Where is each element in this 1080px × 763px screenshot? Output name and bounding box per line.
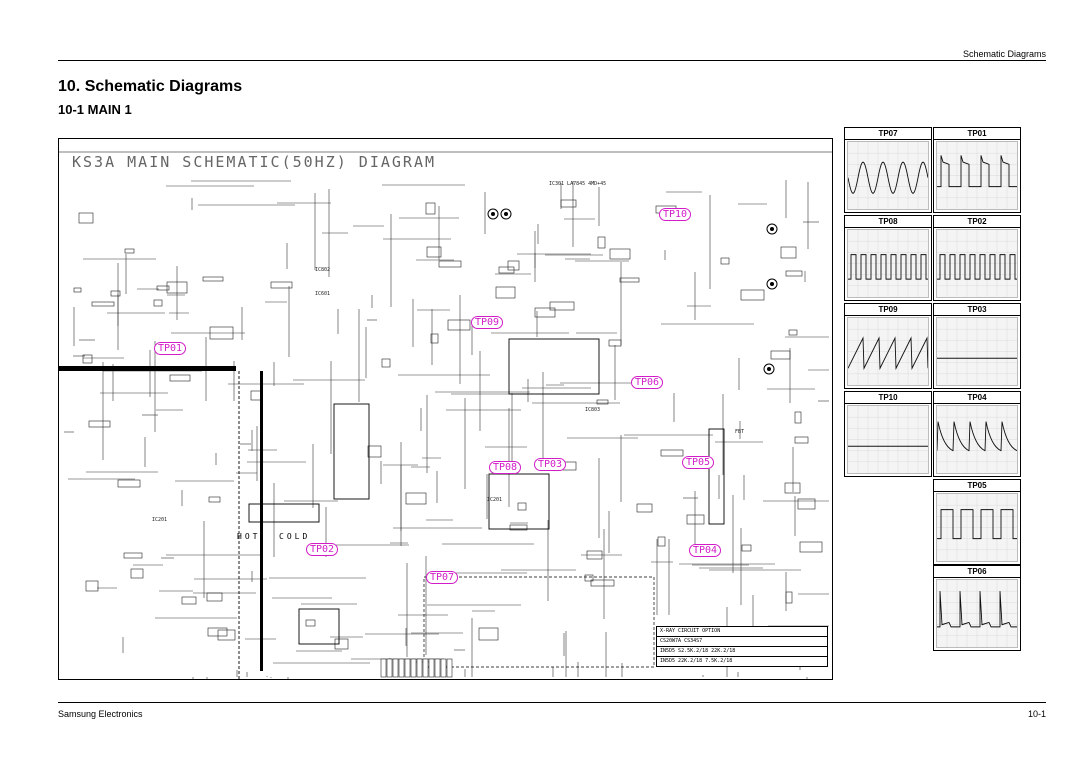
waveform-label: TP01 [934, 128, 1020, 140]
part-label: IC301 LA7845 4MD+45 [549, 181, 607, 187]
waveform-tp04 [933, 391, 1021, 477]
part-label: IC803 [585, 407, 601, 413]
section-title: 10-1 MAIN 1 [58, 102, 132, 117]
scope-trace [937, 142, 1017, 209]
part-label: FBT [735, 429, 745, 435]
waveform-tp03 [933, 303, 1021, 389]
scope-trace [937, 580, 1017, 647]
waveform-tp09 [844, 303, 932, 389]
waveform-label: TP09 [845, 304, 931, 316]
waveform-label: TP03 [934, 304, 1020, 316]
part-label: IC201 [487, 497, 503, 503]
scope-trace [848, 318, 928, 385]
tp02-marker: TP02 [306, 544, 338, 555]
waveform-tp10 [844, 391, 932, 477]
part-label: IC601 [315, 291, 331, 297]
scope-trace [848, 142, 928, 209]
tp04-marker: TP04 [689, 545, 721, 556]
xray-table-row: CS20W7A CS34S7 [657, 637, 827, 647]
schematic-sheet [58, 138, 833, 680]
waveform-label: TP08 [845, 216, 931, 228]
scope-trace [848, 406, 928, 473]
part-label: IC802 [315, 267, 331, 273]
footer-rule [58, 702, 1046, 703]
schematic-wiring [59, 139, 832, 679]
tp03-marker: TP03 [534, 459, 566, 470]
waveform-tp06 [933, 565, 1021, 651]
waveform-tp05 [933, 479, 1021, 565]
waveform-tp02 [933, 215, 1021, 301]
waveform-label: TP06 [934, 566, 1020, 578]
scope-trace [937, 230, 1017, 297]
scope-trace [937, 494, 1017, 561]
waveform-tp01 [933, 127, 1021, 213]
tp08-marker: TP08 [489, 462, 521, 473]
waveform-label: TP10 [845, 392, 931, 404]
waveform-panel [844, 127, 1020, 601]
waveform-tp08 [844, 215, 932, 301]
xray-option-table [656, 626, 828, 667]
xray-table-row: X-RAY CIRCUIT OPTION [657, 627, 827, 637]
waveform-label: TP05 [934, 480, 1020, 492]
waveform-tp07 [844, 127, 932, 213]
tp09-marker: TP09 [471, 317, 503, 328]
xray-table-row: IN5D5 22K.2/18 7.5K.2/18 [660, 658, 733, 664]
hot-label: HOT [237, 532, 261, 541]
tp05-marker: TP05 [682, 457, 714, 468]
tp10-marker: TP10 [659, 209, 691, 220]
waveform-label: TP04 [934, 392, 1020, 404]
schematic-title: KS3A MAIN SCHEMATIC(50HZ) DIAGRAM [72, 153, 437, 171]
part-label: IC201 [152, 517, 168, 523]
tp07-marker: TP07 [426, 572, 458, 583]
running-header: Schematic Diagrams [962, 49, 1046, 59]
header-rule [58, 60, 1046, 61]
chapter-title: 10. Schematic Diagrams [58, 78, 243, 95]
page-number: 10-1 [1027, 709, 1046, 719]
tp06-marker: TP06 [631, 377, 663, 388]
cold-label: COLD [279, 532, 311, 541]
waveform-label: TP07 [845, 128, 931, 140]
scope-trace [937, 406, 1017, 473]
xray-table-row: IN5D5 S2.5K.2/18 22K.2/18 [657, 647, 827, 657]
scope-trace [937, 318, 1017, 385]
footer-company: Samsung Electronics [58, 709, 143, 719]
tp01-marker: TP01 [154, 343, 186, 354]
scope-trace [848, 230, 928, 297]
waveform-label: TP02 [934, 216, 1020, 228]
